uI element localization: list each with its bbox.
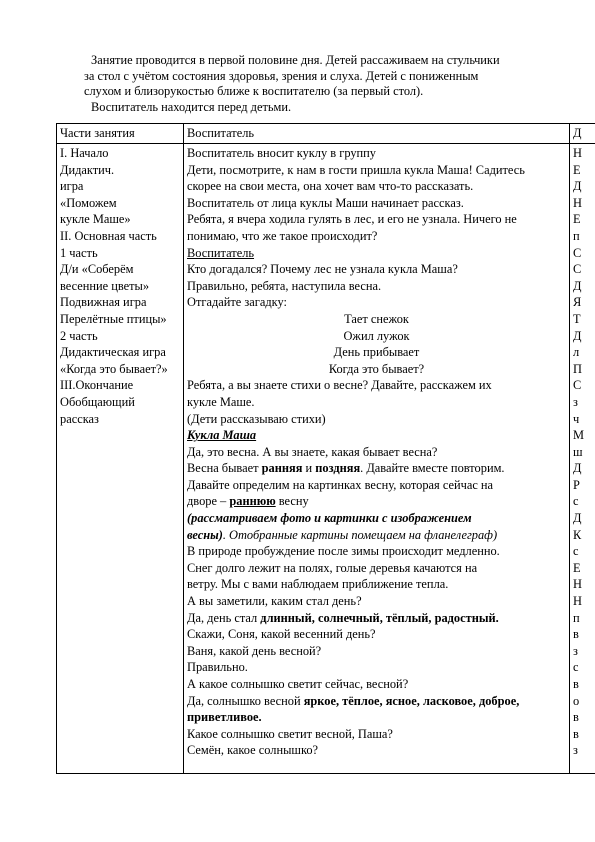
children-fragment: в [573,627,579,642]
part-line: Д/и «Соберём [60,262,134,277]
teacher-line: Воспитатель от лица куклы Маши начинает рассказ. [187,195,464,210]
teacher-line: понимаю, что же такое происходит? [187,228,378,243]
children-fragment: С [573,262,582,277]
bold-term: яркое, тёплое, ясное, ласковое, доброе, [303,693,520,708]
teacher-line [187,460,566,477]
part-line: Дидактическая игра [60,345,166,360]
teacher-line: Какое солнышко светит весной, Паша? [187,726,393,741]
teacher-line [187,693,566,710]
teacher-line: Ребята, я вчера ходила гулять в лес, и его не узнала. Ничего не [187,212,517,227]
children-fragment: Д [573,278,582,293]
children-fragment: Н [573,577,582,592]
intro-line: за стол с учётом состояния здоровья, зрения и слуха. Детей с пониженным [84,68,479,83]
teacher-line [187,493,566,510]
part-line: «Когда это бывает?» [60,361,168,376]
children-fragment: з [573,643,578,658]
children-fragment: п [573,610,580,625]
part-line: II. Основная часть [60,228,157,243]
children-fragment: К [573,527,582,542]
teacher-line: А вы заметили, каким стал день? [187,594,362,609]
text-span: Да, солнышко весной [187,693,304,708]
text-span: весны) [187,527,223,542]
children-fragment: Н [573,195,582,210]
text-span: весну [275,494,309,509]
children-fragment: в [573,726,579,741]
intro-line: слухом и близорукостью ближе к воспитателю (за первый стол). [84,84,424,99]
part-line: «Поможем [60,195,117,210]
lesson-table [56,123,595,774]
part-line: рассказ [60,411,99,426]
teacher-line: скорее на свои места, она хочет вам что-то рассказать. [187,179,474,194]
teacher-line: Кто догадался? Почему лес не узнала кукла Маша? [187,262,458,277]
children-fragment: з [573,743,578,758]
teacher-line: Снег долго лежит на полях, голые деревья качаются на [187,560,478,575]
children-fragment: Е [573,162,581,177]
text-span: Весна бывает [187,461,262,476]
text-span: и [302,461,316,476]
children-fragment: М [573,428,585,443]
text-span: . Отобранные картины помещаем на фланелеграф) [222,527,498,542]
header-teacher: Воспитатель [184,124,570,144]
header-parts: Части занятия [57,124,184,144]
children-fragment: ч [573,411,580,426]
children-fragment: л [573,345,580,360]
children-fragment: п [573,228,580,243]
part-line: Обобщающий [60,394,135,409]
text-span: Да, день стал [187,610,261,625]
children-fragment: Д [573,328,582,343]
children-fragment: о [573,693,580,708]
teacher-line: Ваня, какой день весной? [187,643,322,658]
children-fragment: С [573,245,582,260]
riddle-line: Тает снежок [344,311,409,326]
teacher-line: Давайте определим на картинках весну, которая сейчас на [187,477,494,492]
speaker-label-teacher: Воспитатель [187,245,255,260]
teacher-line: Да, это весна. А вы знаете, какая бывает весна? [187,444,438,459]
children-fragment: Д [573,461,582,476]
children-fragment: с [573,544,579,559]
children-fragment: в [573,677,579,691]
part-line: Перелётные птицы» [60,311,167,326]
teacher-line: Отгадайте загадку: [187,295,287,310]
teacher-line: (Дети рассказываю стихи) [187,411,326,426]
teacher-line: ветру. Мы с вами наблюдаем приближение тепла. [187,577,449,592]
lesson-parts-cell [57,144,184,774]
part-line: кукле Маше» [60,212,131,227]
teacher-line: Дети, посмотрите, к нам в гости пришла кукла Маша! Садитесь [187,162,525,177]
part-line: игра [60,179,84,194]
children-fragment: з [573,394,578,409]
bold-term: длинный, солнечный, тёплый, радостный. [260,610,499,625]
teacher-line: А какое солнышко светит сейчас, весной? [187,677,409,691]
riddle-line: День прибывает [333,345,420,360]
children-fragment: Н [573,594,582,609]
children-fragment: Е [573,212,581,227]
teacher-line: приветливое. [187,710,262,725]
part-line: 2 часть [60,328,98,343]
teacher-line: В природе пробуждение после зимы происходит медленно. [187,544,500,559]
part-line: III.Окончание [60,378,134,393]
children-fragment: Р [573,477,580,492]
table-row [57,144,595,774]
intro-paragraph [84,53,584,115]
part-line: I. Начало [60,146,109,160]
teacher-line: Скажи, Соня, какой весенний день? [187,627,376,642]
teacher-line: Ребята, а вы знаете стихи о весне? Давайте, расскажем их [187,378,492,393]
riddle-line: Когда это бывает? [328,361,425,376]
bold-term: поздняя [315,461,361,476]
bold-term: раннюю [229,494,276,509]
teacher-line: Семён, какое солнышко? [187,743,319,758]
text-span: . Давайте вместе повторим. [360,461,505,476]
header-children: Д [570,124,595,144]
part-line: 1 часть [60,245,98,260]
text-span: дворе – [187,494,230,509]
children-fragment: Я [573,295,582,310]
intro-line: Воспитатель находится перед детьми. [91,99,292,114]
children-fragment: ш [573,444,583,459]
part-line: Подвижная игра [60,295,147,310]
riddle-line: Ожил лужок [343,328,410,343]
teacher-line: Правильно, ребята, наступила весна. [187,278,382,293]
children-fragment: С [573,378,582,393]
teacher-cell [184,144,570,774]
teacher-line: кукле Маше. [187,394,255,409]
part-line: Дидактич. [60,162,115,177]
teacher-line: Воспитатель вносит куклу в группу [187,146,376,160]
teacher-line [187,527,566,544]
bold-term: ранняя [261,461,303,476]
children-fragment: Н [573,146,582,160]
teacher-line: Правильно. [187,660,248,675]
children-fragment: П [573,361,582,376]
teacher-line: (рассматриваем фото и картинки с изображением [187,511,472,526]
children-fragment: Д [573,179,582,194]
speaker-label-doll: Кукла Маша [187,428,257,443]
children-cell [570,144,595,774]
table-header-row [57,124,595,144]
children-fragment: с [573,494,579,509]
children-fragment: Д [573,511,582,526]
teacher-line [187,610,566,627]
part-line: весенние цветы» [60,278,150,293]
children-fragment: в [573,710,579,725]
children-fragment: Т [573,311,581,326]
children-fragment: с [573,660,579,675]
children-fragment: Е [573,560,581,575]
intro-line: Занятие проводится в первой половине дня. Детей рассаживаем на стульчики [91,53,500,67]
